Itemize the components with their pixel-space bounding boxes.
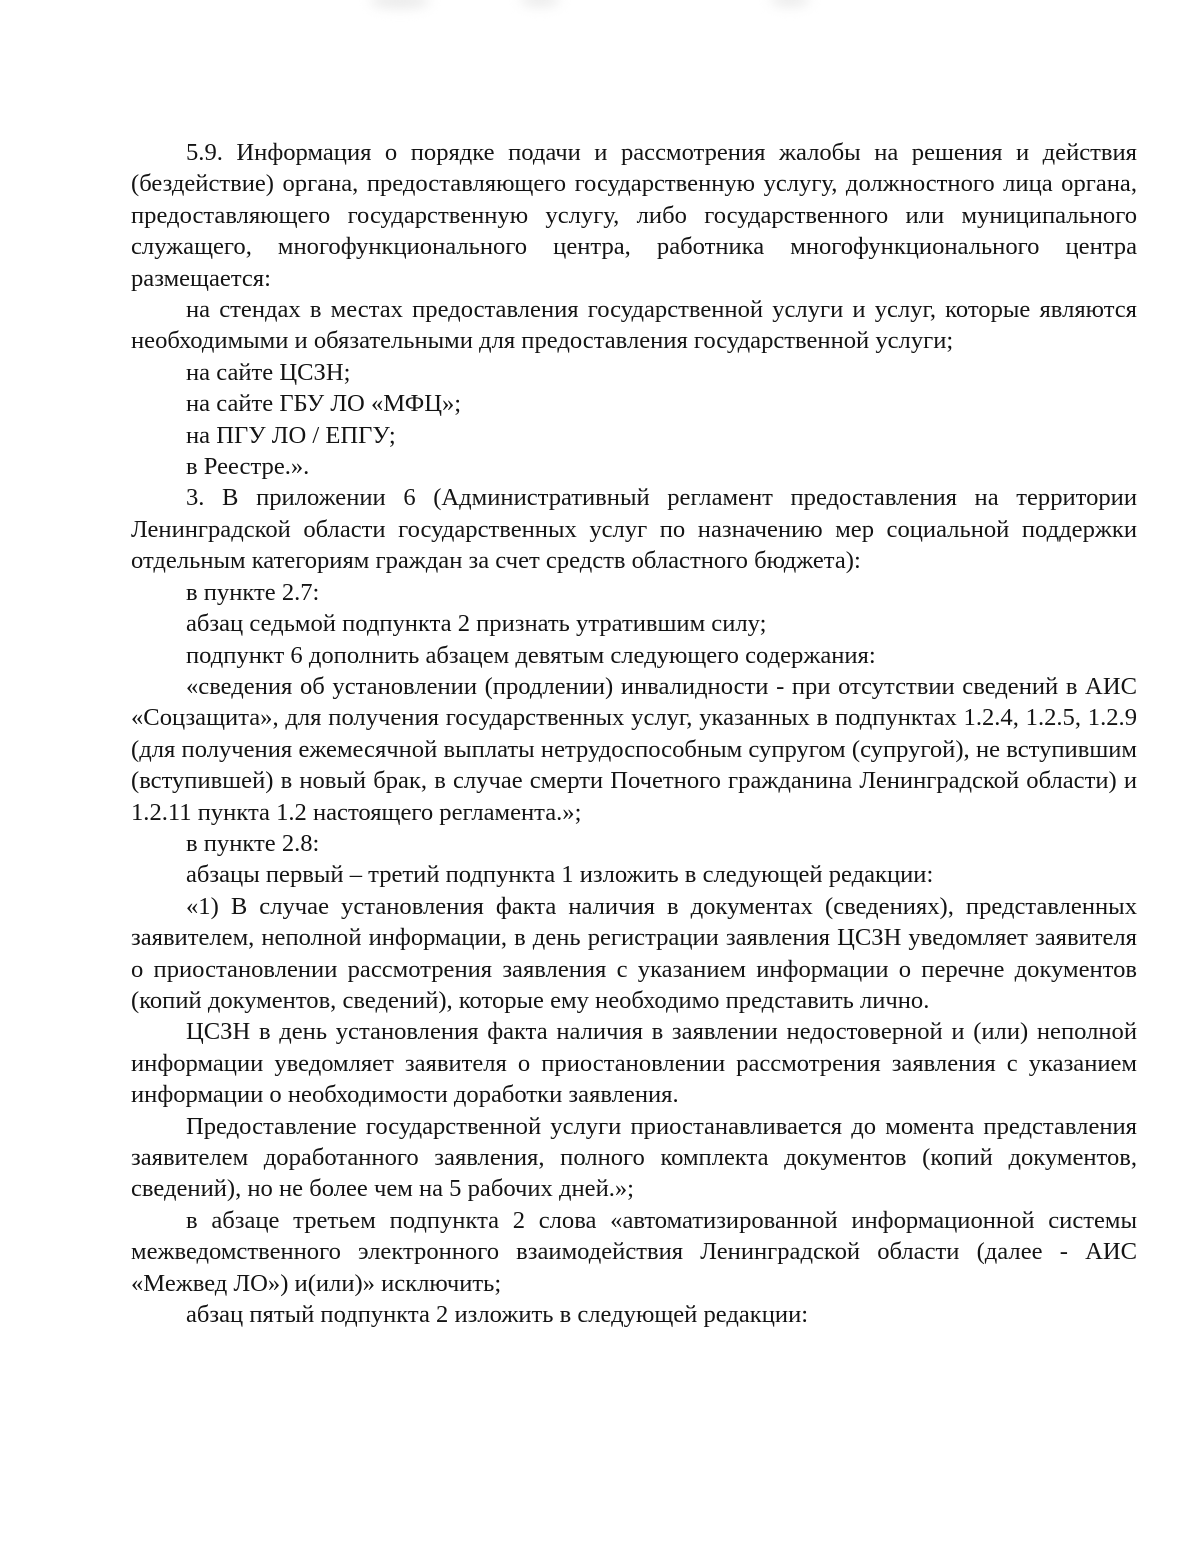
paragraph-abzac-1-3: абзацы первый – третий подпункта 1 изложить в следующей редакции: — [186, 861, 934, 889]
scan-artifact-left — [370, 0, 430, 8]
paragraph-point-2-7: в пункте 2.7: — [186, 578, 320, 606]
paragraph-cszn-site: на сайте ЦСЗН; — [186, 358, 351, 386]
paragraph-abzac-fifth: абзац пятый подпункта 2 изложить в следующей редакции: — [186, 1301, 809, 1329]
paragraph-5-9: 5.9. Информация о порядке подачи и рассмотрения жалобы на решения и действия (бездействие) органа, предоставляющего государственную услугу, должностного лица органа, предоставляющего государственную услугу, либо государственного или муниципального служащего, многофункционального центра, работника многофункционального центра размещается: — [131, 139, 1137, 292]
paragraph-point-2-8: в пункте 2.8: — [186, 829, 320, 857]
paragraph-suspension: Предоставление государственной услуги приостанавливается до момента представления заявителем доработанного заявления, полного комплекта документов (копий документов, сведений), но не более чем на 5 рабочих дней.»; — [131, 1112, 1137, 1203]
paragraph-mfc-site: на сайте ГБУ ЛО «МФЦ»; — [186, 390, 462, 418]
paragraph-abzac-third: в абзаце третьем подпункта 2 слова «автоматизированной информационной системы межведомственного электронного взаимодействия Ленинградской области (далее - АИС «Межвед ЛО») и(или)» исключить; — [131, 1206, 1137, 1297]
scan-artifact-right — [770, 0, 810, 6]
document-body — [131, 137, 1137, 1330]
paragraph-subitem-6: подпункт 6 дополнить абзацем девятым следующего содержания: — [186, 641, 876, 669]
paragraph-disability-info: «сведения об установлении (продлении) инвалидности - при отсутствии сведений в АИС «Соцзащита», для получения государственных услуг, указанных в подпунктах 1.2.4, 1.2.5, 1.2.9 (для получения ежемесячной выплаты нетрудоспособным супругом (супругой), не вступившим (вступившей) в новый брак, в случае смерти Почетного гражданина Ленинградской области) и 1.2.11 пункта 1.2 настоящего регламента.»; — [131, 672, 1137, 826]
paragraph-item-3: 3. В приложении 6 (Административный регламент предоставления на территории Ленинградской области государственных услуг по назначению мер социальной поддержки отдельным категориям граждан за счет средств областного бюджета): — [131, 484, 1137, 575]
paragraph-pgu: на ПГУ ЛО / ЕПГУ; — [186, 421, 396, 449]
paragraph-registry: в Реестре.». — [186, 453, 310, 481]
paragraph-stands: на стендах в местах предоставления государственной услуги и услуг, которые являются необходимыми и обязательными для предоставления государственной услуги; — [131, 296, 1137, 355]
scan-artifact-center — [520, 0, 560, 6]
paragraph-seventh-abzac: абзац седьмой подпункта 2 признать утратившим силу; — [186, 610, 767, 638]
paragraph-cszn-notification: ЦСЗН в день установления факта наличия в заявлении недостоверной и (или) неполной информации уведомляет заявителя о приостановлении рассмотрения заявления с указанием информации о необходимости доработки заявления. — [131, 1018, 1137, 1109]
paragraph-quote-1: «1) В случае установления факта наличия в документах (сведениях), представленных заявителем, неполной информации, в день регистрации заявления ЦСЗН уведомляет заявителя о приостановлении рассмотрения заявления с указанием информации о перечне документов (копий документов, сведений), которые ему необходимо представить лично. — [131, 892, 1137, 1014]
